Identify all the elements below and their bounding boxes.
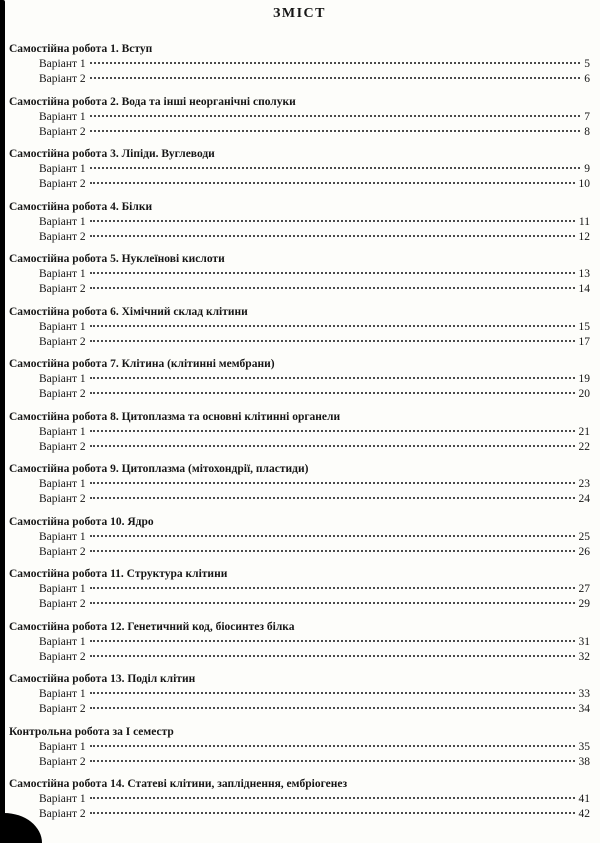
toc-section-title: Самостійна робота 13. Поділ клітин [9, 673, 196, 685]
toc-entry-label: Варіант 1 [39, 110, 86, 123]
toc-entry-page-number: 10 [578, 178, 590, 190]
toc-entry-page-number: 24 [578, 493, 590, 505]
dot-leader [90, 812, 575, 814]
dot-leader [90, 392, 575, 394]
toc-entry-label: Варіант 2 [39, 598, 86, 610]
toc-section [9, 357, 590, 402]
dot-leader [90, 535, 575, 537]
toc-entry-page-number: 22 [578, 440, 590, 453]
toc-entry [9, 740, 590, 755]
toc-entry-page-number: 27 [578, 583, 590, 595]
dot-leader [90, 115, 581, 117]
toc-entry [9, 440, 590, 455]
toc-entry-label: Варіант 2 [39, 545, 86, 558]
toc-entry-label: Варіант 1 [39, 530, 86, 543]
toc-section-title: Самостійна робота 6. Хімічний склад клітини [9, 305, 248, 318]
toc-entry-page-number: 34 [578, 703, 590, 715]
toc-entry-label: Варіант 2 [39, 755, 86, 768]
toc-entry [9, 425, 590, 440]
toc-section [9, 252, 590, 297]
toc-entry [9, 650, 590, 665]
toc-entry [9, 702, 590, 717]
toc-section [9, 410, 590, 455]
toc-section-title: Самостійна робота 1. Вступ [9, 43, 153, 55]
toc-entry-label: Варіант 1 [39, 58, 86, 70]
toc-entry-page-number: 42 [578, 808, 590, 820]
toc-entry-label: Варіант 2 [39, 493, 86, 505]
dot-leader [90, 640, 575, 642]
toc-entry [9, 267, 590, 282]
dot-leader [90, 692, 575, 694]
dot-leader [90, 745, 575, 747]
toc-section [9, 305, 590, 350]
toc-entry [9, 530, 590, 545]
toc-section-title: Самостійна робота 3. Ліпіди. Вуглеводи [9, 148, 215, 160]
dot-leader [90, 272, 575, 274]
toc-entry-page-number: 13 [578, 268, 590, 280]
toc-entry-label: Варіант 2 [39, 650, 86, 663]
toc-section [9, 147, 590, 192]
dot-leader [90, 287, 575, 289]
toc-entry [9, 597, 590, 612]
toc-entry-label: Варіант 1 [39, 478, 86, 490]
toc-entry-page-number: 17 [578, 335, 590, 348]
toc-entry-label: Варіант 1 [39, 163, 86, 175]
toc-section-title: Самостійна робота 4. Білки [9, 200, 153, 213]
toc-entry-label: Варіант 2 [39, 703, 86, 715]
toc-entry-label: Варіант 1 [39, 215, 86, 228]
toc-entry-label: Варіант 1 [39, 740, 86, 753]
dot-leader [90, 587, 575, 589]
toc-section-title: Самостійна робота 12. Генетичний код, біосинтез білка [9, 620, 295, 633]
toc-entry-page-number: 25 [578, 530, 590, 543]
toc [9, 42, 590, 822]
toc-entry [9, 387, 590, 402]
dot-leader [90, 482, 575, 484]
toc-entry [9, 492, 590, 507]
dot-leader [90, 377, 575, 379]
toc-entry [9, 807, 590, 822]
toc-entry-label: Варіант 1 [39, 425, 86, 438]
toc-entry-label: Варіант 2 [39, 178, 86, 190]
toc-section-title: Самостійна робота 2. Вода та інші неорганічні сполуки [9, 95, 296, 108]
dot-leader [90, 325, 575, 327]
dot-leader [90, 340, 575, 342]
toc-entry-page-number: 19 [578, 373, 590, 385]
dot-leader [90, 497, 575, 499]
toc-entry-label: Варіант 1 [39, 635, 86, 648]
toc-entry-page-number: 21 [578, 425, 590, 438]
toc-entry-page-number: 38 [578, 755, 590, 768]
toc-entry-label: Варіант 1 [39, 688, 86, 700]
dot-leader [90, 797, 575, 799]
dot-leader [90, 130, 581, 132]
toc-entry-page-number: 15 [578, 320, 590, 333]
toc-entry-label: Варіант 2 [39, 73, 86, 85]
toc-entry-label: Варіант 2 [39, 283, 86, 295]
toc-entry [9, 320, 590, 335]
toc-entry-page-number: 33 [578, 688, 590, 700]
dot-leader [90, 707, 575, 709]
toc-section [9, 200, 590, 245]
dot-leader [90, 235, 575, 237]
dot-leader [90, 655, 575, 657]
toc-entry-page-number: 14 [578, 283, 590, 295]
toc-entry-page-number: 20 [578, 388, 590, 400]
toc-section [9, 777, 590, 822]
toc-entry [9, 282, 590, 297]
toc-section-title: Самостійна робота 7. Клітина (клітинні мембрани) [9, 358, 275, 370]
toc-entry [9, 335, 590, 350]
toc-entry-page-number: 9 [584, 163, 590, 175]
toc-entry-page-number: 41 [578, 793, 590, 805]
toc-entry-page-number: 35 [578, 740, 590, 753]
toc-entry [9, 72, 590, 87]
toc-entry-label: Варіант 1 [39, 268, 86, 280]
toc-section-title: Самостійна робота 9. Цитоплазма (мітохондрії, пластиди) [9, 463, 309, 475]
toc-entry-label: Варіант 2 [39, 335, 86, 348]
toc-entry-page-number: 29 [578, 598, 590, 610]
toc-entry [9, 792, 590, 807]
toc-entry-page-number: 8 [584, 125, 590, 138]
toc-section-title: Самостійна робота 10. Ядро [9, 515, 154, 528]
toc-section [9, 620, 590, 665]
dot-leader [90, 550, 575, 552]
dot-leader [90, 430, 575, 432]
dot-leader [90, 220, 575, 222]
toc-section [9, 462, 590, 507]
toc-section [9, 515, 590, 560]
toc-section-title: Контрольна робота за І семестр [9, 725, 174, 738]
toc-entry [9, 177, 590, 192]
toc-entry [9, 635, 590, 650]
toc-entry [9, 110, 590, 125]
dot-leader [90, 167, 581, 169]
dot-leader [90, 77, 581, 79]
toc-entry-label: Варіант 1 [39, 320, 86, 333]
toc-entry-label: Варіант 2 [39, 388, 86, 400]
toc-section-title: Самостійна робота 11. Структура клітини [9, 568, 228, 580]
toc-entry-label: Варіант 2 [39, 230, 86, 243]
toc-entry [9, 57, 590, 72]
toc-entry [9, 162, 590, 177]
toc-entry-page-number: 6 [584, 73, 590, 85]
toc-entry [9, 582, 590, 597]
toc-entry-page-number: 32 [578, 650, 590, 663]
toc-entry-label: Варіант 2 [39, 440, 86, 453]
toc-entry [9, 755, 590, 770]
toc-entry-page-number: 23 [578, 478, 590, 490]
dot-leader [90, 760, 575, 762]
toc-entry [9, 230, 590, 245]
toc-entry [9, 215, 590, 230]
toc-entry-label: Варіант 1 [39, 583, 86, 595]
toc-entry-label: Варіант 1 [39, 793, 86, 805]
toc-entry-label: Варіант 1 [39, 373, 86, 385]
dot-leader [90, 182, 575, 184]
dot-leader [90, 62, 581, 64]
toc-section-title: Самостійна робота 8. Цитоплазма та основні клітинні органели [9, 410, 341, 423]
toc-entry [9, 687, 590, 702]
toc-section-title: Самостійна робота 14. Статеві клітини, запліднення, ембріогенез [9, 778, 348, 790]
toc-section [9, 95, 590, 140]
toc-entry-page-number: 11 [578, 215, 590, 228]
toc-entry [9, 477, 590, 492]
toc-entry [9, 372, 590, 387]
toc-entry-page-number: 12 [578, 230, 590, 243]
toc-entry-label: Варіант 2 [39, 125, 86, 138]
toc-entry-page-number: 5 [584, 58, 590, 70]
toc-entry-page-number: 26 [578, 545, 590, 558]
toc-entry-page-number: 31 [578, 635, 590, 648]
toc-section [9, 725, 590, 770]
toc-entry-label: Варіант 2 [39, 808, 86, 820]
toc-section [9, 672, 590, 717]
toc-section-title: Самостійна робота 5. Нуклеїнові кислоти [9, 253, 225, 265]
toc-entry [9, 125, 590, 140]
toc-entry [9, 545, 590, 560]
dot-leader [90, 445, 575, 447]
dot-leader [90, 602, 575, 604]
toc-section [9, 567, 590, 612]
page-title: ЗМІСТ [273, 6, 326, 21]
toc-section [9, 42, 590, 87]
toc-entry-page-number: 7 [584, 110, 590, 123]
